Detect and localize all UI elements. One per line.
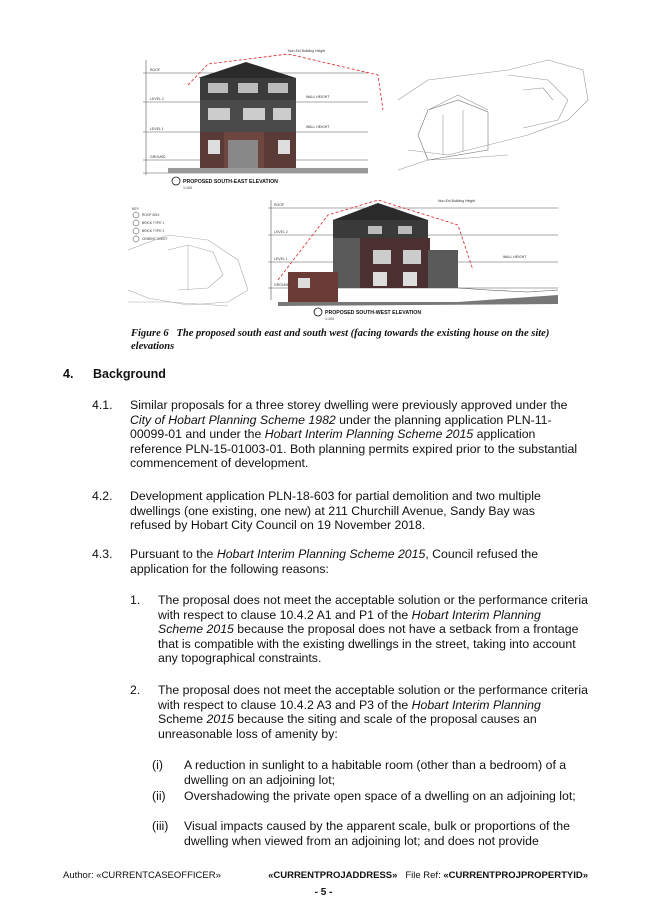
figure-caption-text: The proposed south east and south west (facing towards the existing house on the site) elevations bbox=[131, 328, 550, 352]
se-elevation-title: PROPOSED SOUTH-EAST ELEVATION bbox=[183, 179, 278, 185]
se-scale: 1:100 bbox=[183, 186, 192, 190]
figure-caption bbox=[131, 327, 581, 353]
svg-text:GROUND: GROUND bbox=[274, 283, 290, 287]
svg-text:GROUND: GROUND bbox=[150, 155, 166, 159]
svg-text:Non-Ext Building Height: Non-Ext Building Height bbox=[438, 199, 476, 203]
scheme-name: City of Hobart Planning Scheme 1982 bbox=[130, 412, 336, 427]
reason-body: The proposal does not meet the acceptable solution or the performance criteria with respect to clause 10.4.2 A3 and P3 of the Hobart Interim Planning Scheme 2015 because the siting and scale of the proposal causes an unreasonable loss of amenity by: bbox=[158, 683, 588, 741]
paragraph-number: 4.2. bbox=[92, 489, 113, 503]
key-title: KEY bbox=[132, 207, 140, 211]
paragraph-number: 4.1. bbox=[92, 398, 113, 412]
sub-item-number: (i) bbox=[152, 758, 163, 772]
figure-label: Figure 6 bbox=[131, 328, 169, 339]
paragraph-body: Pursuant to the Hobart Interim Planning Scheme 2015, Council refused the application for the following reasons: bbox=[130, 547, 539, 576]
sw-scale: 1:100 bbox=[325, 317, 334, 321]
scheme-name: Hobart Interim Planning bbox=[411, 697, 541, 712]
footer-address: «CURRENTPROJADDRESS» bbox=[268, 870, 398, 881]
key-item: BRICK TYPE 2 bbox=[142, 229, 165, 233]
footer-address-fileref: «CURRENTPROJADDRESS» File Ref: «CURRENTPROJPROPERTYID» bbox=[268, 870, 588, 881]
sub-item-text: A reduction in sunlight to a habitable room (other than a bedroom) of a dwelling on an adjoining lot; bbox=[184, 758, 567, 787]
svg-text:WALL HEIGHT: WALL HEIGHT bbox=[306, 125, 330, 129]
reason-number: 2. bbox=[130, 683, 141, 697]
reason-number: 1. bbox=[130, 593, 141, 607]
page-number: - 5 - bbox=[314, 887, 333, 898]
key-item: BRICK TYPE 1 bbox=[142, 221, 165, 225]
svg-text:ROOF: ROOF bbox=[274, 203, 285, 207]
reason-body: The proposal does not meet the acceptable solution or the performance criteria with respect to clause 10.4.2 A1 and P1 of the Hobart Interim Planning Scheme 2015 because the proposal does not have a setback from a frontage that is compatible with the existing dwellings in the street, taking into account any topographical constraints. bbox=[158, 593, 588, 666]
svg-text:WALL HEIGHT: WALL HEIGHT bbox=[306, 95, 330, 99]
section-number: 4. bbox=[63, 367, 74, 381]
paragraph-body: Development application PLN-18-603 for partial demolition and two multiple dwellings (one existing, one new) at 211 Churchill Avenue, Sandy Bay was refused by Hobart City Council on 19 November 2018. bbox=[130, 489, 541, 533]
section-title: Background bbox=[93, 367, 166, 381]
paragraph-number: 4.3. bbox=[92, 547, 113, 561]
sub-item-number: (ii) bbox=[152, 789, 166, 803]
svg-text:LEVEL 2: LEVEL 2 bbox=[274, 230, 288, 234]
scheme-name: Hobart Interim Planning Scheme 2015 bbox=[158, 607, 541, 637]
svg-text:LEVEL 1: LEVEL 1 bbox=[274, 257, 288, 261]
svg-text:ROOF: ROOF bbox=[150, 68, 161, 72]
footer-fileref: «CURRENTPROJPROPERTYID» bbox=[443, 870, 588, 881]
footer-author: Author: «CURRENTCASEOFFICER» bbox=[63, 870, 221, 881]
sw-elevation-title: PROPOSED SOUTH-WEST ELEVATION bbox=[325, 310, 422, 316]
key-item: CEMENT SHEET bbox=[142, 237, 168, 241]
svg-text:WALL HEIGHT: WALL HEIGHT bbox=[503, 255, 527, 259]
svg-text:Non-Ext Building Height: Non-Ext Building Height bbox=[288, 49, 326, 53]
sub-item-number: (iii) bbox=[152, 819, 169, 833]
page-footer bbox=[63, 870, 588, 884]
svg-text:LEVEL 1: LEVEL 1 bbox=[150, 127, 164, 131]
scheme-name: Hobart Interim Planning Scheme 2015 bbox=[216, 547, 426, 561]
key-item: ROOF BOX bbox=[142, 213, 160, 217]
sub-item-text: Visual impacts caused by the apparent scale, bulk or proportions of the dwelling when viewed from an adjoining lot; and does not provide bbox=[184, 819, 570, 848]
svg-text:LEVEL 2: LEVEL 2 bbox=[150, 97, 164, 101]
sub-item-text: Overshadowing the private open space of a dwelling on an adjoining lot; bbox=[184, 789, 576, 803]
elevation-drawing-figure bbox=[128, 40, 590, 330]
paragraph-body: Similar proposals for a three storey dwelling were previously approved under the City of Hobart Planning Scheme 1982 under the planning application PLN-11-00099-01 and under the Hobart Interim Planning Scheme 2015 application reference PLN-15-01003-01. Both planning permits expired prior to the substantial commencement of development. bbox=[130, 398, 578, 471]
scheme-name: Hobart Interim Planning Scheme 2015 bbox=[264, 427, 474, 442]
